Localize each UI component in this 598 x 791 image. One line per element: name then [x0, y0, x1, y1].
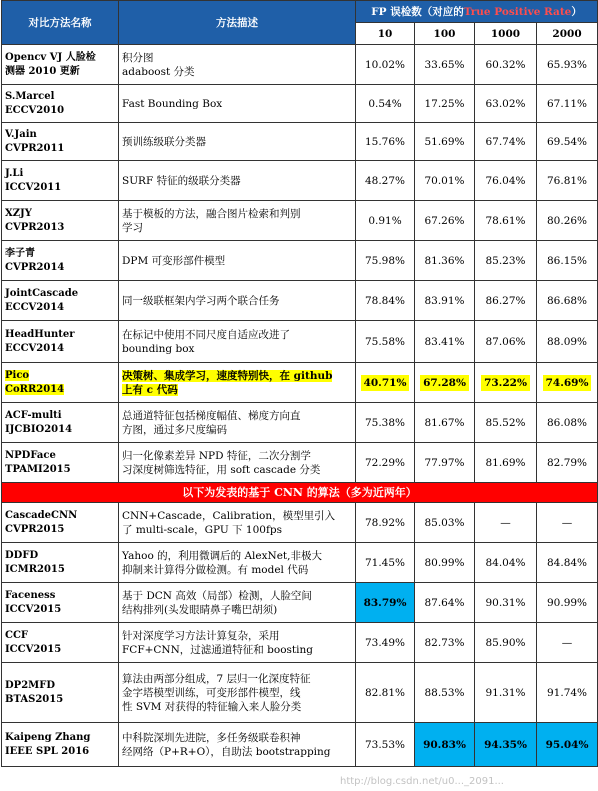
fp-value-2000: 86.08%: [537, 403, 598, 443]
table-row: [2, 161, 598, 201]
fp-value-2000: 86.68%: [537, 281, 598, 321]
method-name-line: XZJY: [5, 207, 32, 219]
fp-prefix: FP 误检数（对应的: [371, 5, 464, 18]
fp-value-1000: 63.02%: [475, 85, 537, 123]
fp-value-10: 78.84%: [356, 281, 415, 321]
fp-value-highlight: 74.69%: [543, 375, 592, 391]
fp-col-100: 100: [415, 23, 475, 45]
fp-value-1000: 67.74%: [475, 123, 537, 161]
fp-value-10: [356, 363, 415, 403]
fp-value-100: 88.53%: [415, 663, 475, 723]
method-name: [2, 403, 119, 443]
method-description: [119, 321, 356, 363]
method-name-line: HeadHunter: [5, 328, 75, 340]
method-description: [119, 503, 356, 543]
fp-value-100: 90.83%: [415, 723, 475, 767]
fp-value-100: 33.65%: [415, 45, 475, 85]
method-name: [2, 443, 119, 483]
method-description: [119, 543, 356, 583]
method-name-line: Kaipeng Zhang: [5, 731, 91, 743]
fp-value-2000: 76.81%: [537, 161, 598, 201]
method-name: [2, 123, 119, 161]
method-name-line: DP2MFD: [5, 679, 55, 691]
fp-value-2000: 86.15%: [537, 241, 598, 281]
fp-value-1000: 91.31%: [475, 663, 537, 723]
table-row: [2, 503, 598, 543]
fp-value-10: 75.38%: [356, 403, 415, 443]
fp-value-2000: 80.26%: [537, 201, 598, 241]
fp-value-10: 15.76%: [356, 123, 415, 161]
method-description-line: DPM 可变形部件模型: [122, 254, 226, 267]
method-description-line: 积分图: [122, 51, 154, 64]
method-description-line: Fast Bounding Box: [122, 97, 223, 110]
method-description-line: 总通道特征包括梯度幅值、梯度方向直: [122, 409, 301, 422]
fp-value-1000: 85.52%: [475, 403, 537, 443]
fp-value-10: 78.92%: [356, 503, 415, 543]
fp-value-100: 67.26%: [415, 201, 475, 241]
method-description-line: 基于模板的方法，融合图片检索和判别: [122, 207, 301, 220]
fp-value-2000: 91.74%: [537, 663, 598, 723]
method-name-line: Opencv VJ 人脸检: [5, 51, 96, 63]
method-name-line: CCF: [5, 629, 29, 641]
fp-value-1000: 86.27%: [475, 281, 537, 321]
fp-value-10: 48.27%: [356, 161, 415, 201]
fp-value-2000: 88.09%: [537, 321, 598, 363]
table-row: [2, 403, 598, 443]
method-description-line: 金字塔模型训练，可变形部件模型，线: [122, 686, 301, 699]
method-description: [119, 123, 356, 161]
method-description-line: Yahoo 的，利用微调后的 AlexNet,非极大: [122, 549, 322, 562]
table-row: [2, 363, 598, 403]
fp-value-10: 83.79%: [356, 583, 415, 623]
fp-value-highlight: 73.22%: [481, 375, 530, 391]
fp-value-1000: 81.69%: [475, 443, 537, 483]
method-description-line: [122, 383, 352, 397]
method-name-line: ACF-multi: [5, 409, 62, 421]
table-body-classic: [2, 45, 598, 483]
method-name: [2, 623, 119, 663]
method-name-line: JointCascade: [5, 287, 79, 299]
method-name: [2, 503, 119, 543]
fp-value-10: 0.91%: [356, 201, 415, 241]
method-description-line: 方图，通过多尺度编码: [122, 423, 227, 436]
fp-value-100: 85.03%: [415, 503, 475, 543]
method-name: [2, 281, 119, 321]
fp-col-10: 10: [356, 23, 415, 45]
fp-value-2000: 67.11%: [537, 85, 598, 123]
method-description-line: 中科院深圳先进院，多任务级联卷积神: [122, 731, 301, 744]
method-description: [119, 161, 356, 201]
method-description: [119, 663, 356, 723]
method-name-line: ICCV2015: [5, 603, 62, 615]
method-name: [2, 161, 119, 201]
watermark: http://blog.csdn.net/u0..._2091...: [340, 776, 504, 787]
fp-suffix: ）: [571, 5, 582, 18]
method-name: [2, 663, 119, 723]
table-row: [2, 45, 598, 85]
method-name-line: [5, 383, 115, 397]
fp-value-10: 73.49%: [356, 623, 415, 663]
method-name-line: ECCV2014: [5, 301, 65, 313]
fp-value-1000: —: [475, 503, 537, 543]
fp-value-2000: 82.79%: [537, 443, 598, 483]
fp-value-1000: 60.32%: [475, 45, 537, 85]
method-description-line: 同一级联框架内学习两个联合任务: [122, 294, 280, 307]
fp-value-10: 72.29%: [356, 443, 415, 483]
table-row: [2, 583, 598, 623]
method-description-line: 针对深度学习方法计算复杂，采用: [122, 629, 280, 642]
method-name: [2, 723, 119, 767]
table-row: [2, 281, 598, 321]
fp-value-1000: 94.35%: [475, 723, 537, 767]
method-name-line: DDFD: [5, 549, 39, 561]
fp-value-100: 70.01%: [415, 161, 475, 201]
method-description-line: 在标记中使用不同尺度自适应改进了: [122, 328, 290, 341]
fp-value-100: 83.91%: [415, 281, 475, 321]
method-name-line: ICCV2011: [5, 181, 62, 193]
table-row: [2, 321, 598, 363]
method-description: [119, 201, 356, 241]
method-description-line: 性 SVM 对获得的特征输入来人脸分类: [122, 700, 302, 713]
method-name-line: CVPR2011: [5, 142, 65, 154]
method-description: [119, 85, 356, 123]
method-description-line: 经网络（P+R+O），自助法 bootstrapping: [122, 745, 331, 758]
fp-value-2000: 90.99%: [537, 583, 598, 623]
method-name-line: ECCV2014: [5, 342, 65, 354]
method-description: [119, 723, 356, 767]
table-row: [2, 123, 598, 161]
method-description-line: 基于 DCN 高效（局部）检测，人脸空间: [122, 589, 312, 602]
method-description-line: 了 multi-scale，GPU 下 100fps: [122, 523, 282, 536]
method-name-highlight: CoRR2014: [5, 383, 65, 395]
method-description-line: adaboost 分类: [122, 65, 195, 78]
method-description: [119, 363, 356, 403]
method-name-highlight: Pico: [5, 369, 30, 381]
fp-value-100: 87.64%: [415, 583, 475, 623]
method-description-line: 算法由两部分组成，7 层归一化深度特征: [122, 672, 311, 685]
method-description: [119, 45, 356, 85]
method-name-line: NPDFace: [5, 449, 56, 461]
fp-value-10: 75.98%: [356, 241, 415, 281]
table-body-cnn: [2, 503, 598, 767]
table-row: [2, 663, 598, 723]
table-row: [2, 201, 598, 241]
method-description-line: SURF 特征的级联分类器: [122, 174, 241, 187]
fp-value-2000: 69.54%: [537, 123, 598, 161]
method-description-line: 预训练级联分类器: [122, 135, 206, 148]
method-name-line: BTAS2015: [5, 693, 64, 705]
fp-value-1000: 76.04%: [475, 161, 537, 201]
method-name-line: IEEE SPL 2016: [5, 745, 90, 757]
fp-value-highlight: 67.28%: [420, 375, 469, 391]
method-description-line: CNN+Cascade，Calibration，模型里引入: [122, 509, 336, 522]
fp-value-highlight: 40.71%: [361, 375, 410, 391]
method-description-line: bounding box: [122, 342, 195, 355]
fp-col-1000: 1000: [475, 23, 537, 45]
fp-value-1000: [475, 363, 537, 403]
table-row: [2, 85, 598, 123]
fp-value-100: 81.67%: [415, 403, 475, 443]
method-description: [119, 443, 356, 483]
method-name-line: S.Marcel: [5, 90, 55, 102]
cnn-separator: 以下为发表的基于 CNN 的算法（多为近两年）: [2, 483, 598, 503]
fp-value-1000: 84.04%: [475, 543, 537, 583]
method-name-line: ICMR2015: [5, 563, 65, 575]
fp-value-2000: 84.84%: [537, 543, 598, 583]
method-description-line: 归一化像素差异 NPD 特征，二次分割学: [122, 449, 311, 462]
method-name: [2, 201, 119, 241]
method-description: [119, 623, 356, 663]
fp-value-2000: [537, 363, 598, 403]
method-name-line: IJCBIO2014: [5, 423, 73, 435]
method-name-line: 李子青: [5, 247, 35, 259]
fp-value-100: 82.73%: [415, 623, 475, 663]
fp-value-1000: 85.90%: [475, 623, 537, 663]
table-row: [2, 543, 598, 583]
fp-value-100: 81.36%: [415, 241, 475, 281]
method-description: [119, 281, 356, 321]
col-desc-header: 方法描述: [119, 1, 356, 45]
method-name-line: Faceness: [5, 589, 56, 601]
method-name: [2, 363, 119, 403]
fp-value-100: 17.25%: [415, 85, 475, 123]
fp-value-1000: 85.23%: [475, 241, 537, 281]
fp-value-10: 82.81%: [356, 663, 415, 723]
method-name-line: 测器 2010 更新: [5, 65, 80, 77]
method-name: [2, 45, 119, 85]
table-row: [2, 623, 598, 663]
method-name-line: ECCV2010: [5, 104, 65, 116]
fp-value-1000: 78.61%: [475, 201, 537, 241]
method-description: [119, 403, 356, 443]
method-name-line: CVPR2014: [5, 261, 65, 273]
fp-value-10: 71.45%: [356, 543, 415, 583]
method-description: [119, 241, 356, 281]
cnn-separator-row: [2, 483, 598, 503]
method-name: [2, 321, 119, 363]
method-name: [2, 241, 119, 281]
fp-value-100: 83.41%: [415, 321, 475, 363]
fp-value-2000: —: [537, 623, 598, 663]
fp-col-2000: 2000: [537, 23, 598, 45]
fp-value-1000: 90.31%: [475, 583, 537, 623]
method-name: [2, 85, 119, 123]
method-name-line: TPAMI2015: [5, 463, 71, 475]
method-name: [2, 583, 119, 623]
fp-value-100: 51.69%: [415, 123, 475, 161]
method-description: [119, 583, 356, 623]
method-name-line: J.Li: [5, 167, 24, 179]
method-description-line: 结构排列(头发眼睛鼻子嘴巴胡须): [122, 603, 278, 616]
method-description-line: 习深度树筛选特征，用 soft cascade 分类: [122, 463, 321, 476]
fp-value-10: 0.54%: [356, 85, 415, 123]
fp-value-2000: 65.93%: [537, 45, 598, 85]
fp-value-2000: —: [537, 503, 598, 543]
method-description-line: FCF+CNN，过滤通道特征和 boosting: [122, 643, 313, 656]
method-name-line: CVPR2015: [5, 523, 65, 535]
fp-value-100: 80.99%: [415, 543, 475, 583]
method-description-highlight: 上有 c 代码: [122, 383, 178, 396]
method-name-line: CVPR2013: [5, 221, 65, 233]
method-name: [2, 543, 119, 583]
fp-tpr: True Positive Rate: [463, 5, 572, 18]
comparison-table: [1, 0, 598, 767]
method-description-line: 学习: [122, 221, 143, 234]
fp-value-10: 10.02%: [356, 45, 415, 85]
fp-value-10: 73.53%: [356, 723, 415, 767]
method-name-line: CascadeCNN: [5, 509, 78, 521]
method-description-highlight: 决策树、集成学习，速度特别快，在 github: [122, 369, 333, 382]
table-row: [2, 723, 598, 767]
table-row: [2, 241, 598, 281]
method-description-line: 抑制来计算得分做检测。有 model 代码: [122, 563, 309, 576]
method-name-line: V.Jain: [5, 128, 37, 140]
method-description-line: [122, 369, 352, 383]
col-name-header: 对比方法名称: [2, 1, 119, 45]
fp-value-10: 75.58%: [356, 321, 415, 363]
fp-value-100: 77.97%: [415, 443, 475, 483]
fp-value-2000: 95.04%: [537, 723, 598, 767]
fp-value-1000: 87.06%: [475, 321, 537, 363]
fp-value-100: [415, 363, 475, 403]
method-name-line: ICCV2015: [5, 643, 62, 655]
method-name-line: [5, 369, 115, 383]
table-row: [2, 443, 598, 483]
col-fp-header: [356, 1, 598, 23]
